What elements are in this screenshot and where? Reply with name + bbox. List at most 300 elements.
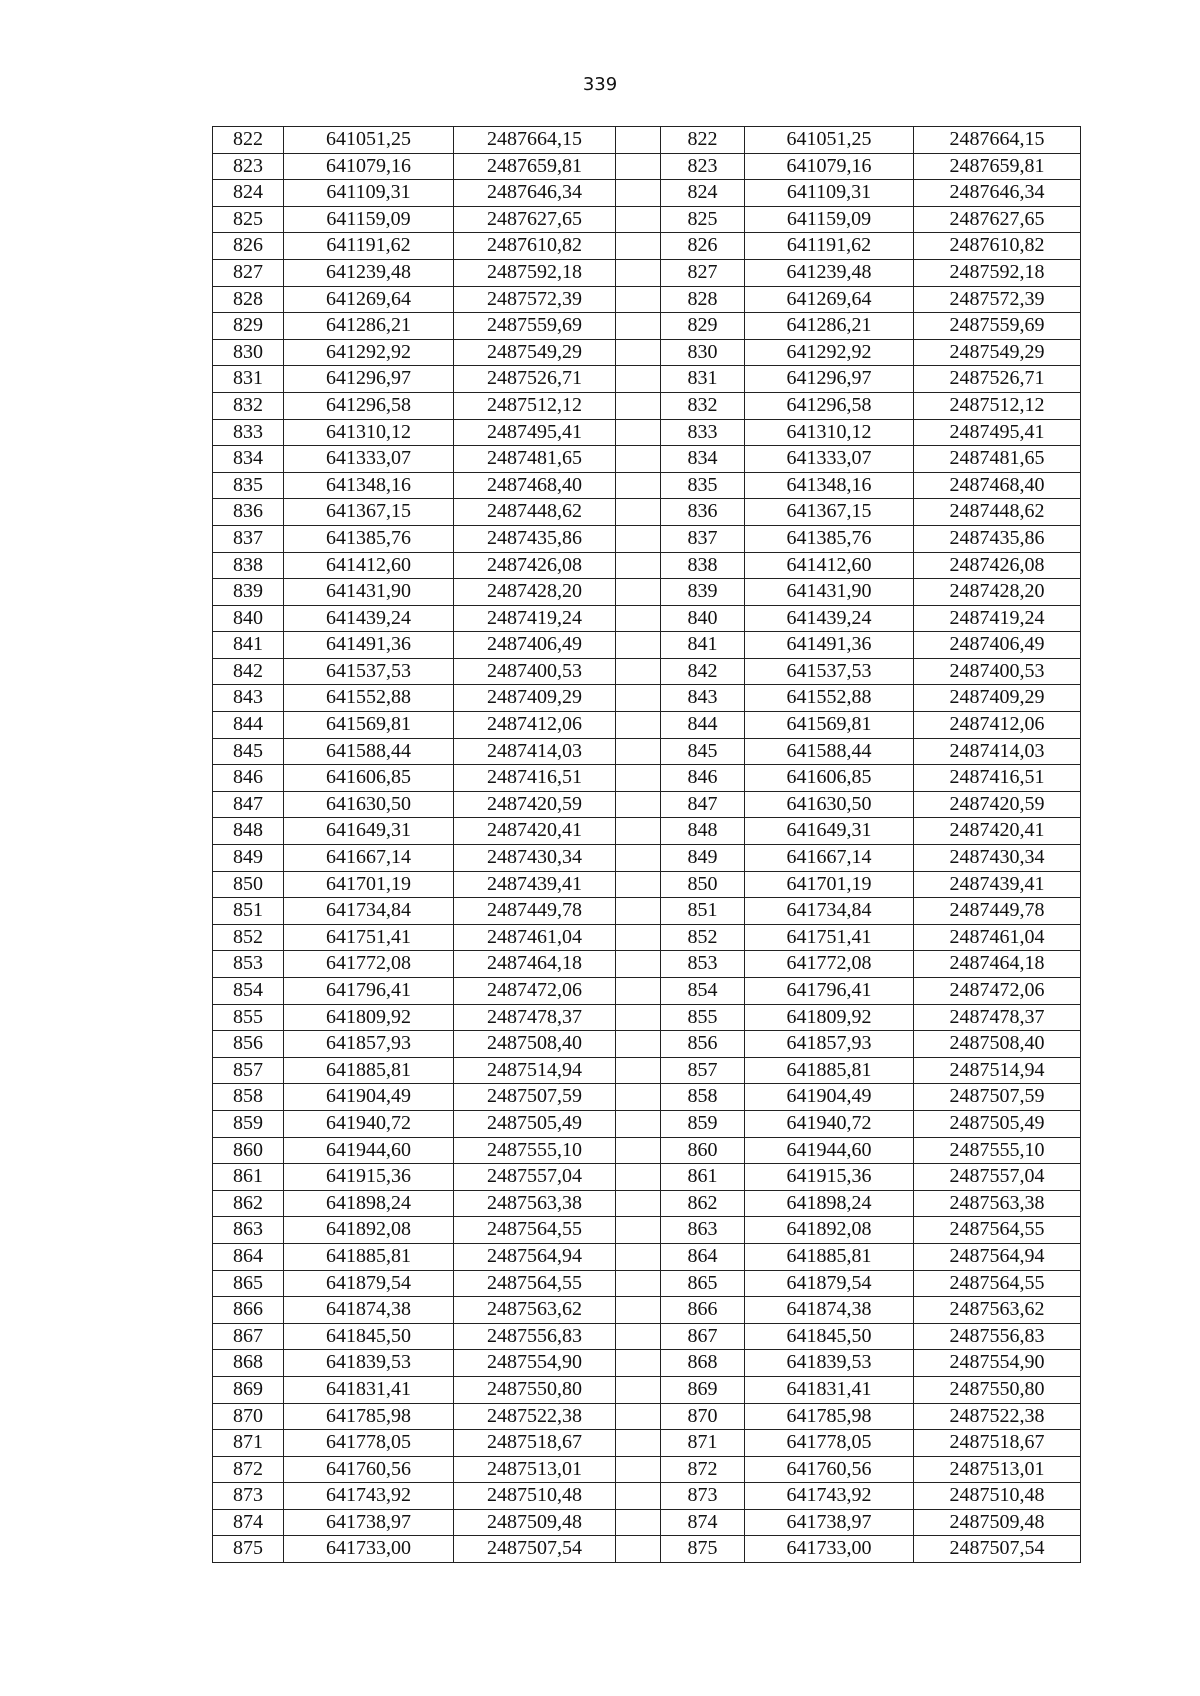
gap-cell bbox=[616, 1084, 661, 1111]
point-number-cell: 830 bbox=[213, 339, 284, 366]
y-coordinate-dup-cell: 2487412,06 bbox=[914, 712, 1081, 739]
point-number-cell: 874 bbox=[213, 1509, 284, 1536]
y-coordinate-dup-cell: 2487428,20 bbox=[914, 579, 1081, 606]
x-coordinate-cell: 641431,90 bbox=[284, 579, 454, 606]
x-coordinate-cell: 641772,08 bbox=[284, 951, 454, 978]
x-coordinate-dup-cell: 641239,48 bbox=[745, 259, 914, 286]
point-number-dup-cell: 829 bbox=[661, 313, 745, 340]
x-coordinate-dup-cell: 641649,31 bbox=[745, 818, 914, 845]
point-number-dup-cell: 873 bbox=[661, 1483, 745, 1510]
x-coordinate-dup-cell: 641785,98 bbox=[745, 1403, 914, 1430]
x-coordinate-cell: 641857,93 bbox=[284, 1031, 454, 1058]
x-coordinate-dup-cell: 641885,81 bbox=[745, 1057, 914, 1084]
x-coordinate-cell: 641885,81 bbox=[284, 1243, 454, 1270]
x-coordinate-dup-cell: 641310,12 bbox=[745, 419, 914, 446]
x-coordinate-dup-cell: 641109,31 bbox=[745, 180, 914, 207]
table-row bbox=[213, 472, 1081, 499]
x-coordinate-cell: 641159,09 bbox=[284, 206, 454, 233]
y-coordinate-dup-cell: 2487610,82 bbox=[914, 233, 1081, 260]
point-number-dup-cell: 837 bbox=[661, 525, 745, 552]
table-row bbox=[213, 446, 1081, 473]
point-number-dup-cell: 839 bbox=[661, 579, 745, 606]
x-coordinate-dup-cell: 641385,76 bbox=[745, 525, 914, 552]
x-coordinate-dup-cell: 641286,21 bbox=[745, 313, 914, 340]
table-row bbox=[213, 339, 1081, 366]
point-number-cell: 839 bbox=[213, 579, 284, 606]
point-number-cell: 851 bbox=[213, 898, 284, 925]
table-row bbox=[213, 1031, 1081, 1058]
point-number-dup-cell: 836 bbox=[661, 499, 745, 526]
y-coordinate-cell: 2487428,20 bbox=[454, 579, 616, 606]
x-coordinate-cell: 641286,21 bbox=[284, 313, 454, 340]
point-number-dup-cell: 865 bbox=[661, 1270, 745, 1297]
point-number-cell: 833 bbox=[213, 419, 284, 446]
table-row bbox=[213, 658, 1081, 685]
y-coordinate-dup-cell: 2487508,40 bbox=[914, 1031, 1081, 1058]
table-row bbox=[213, 924, 1081, 951]
table-row bbox=[213, 632, 1081, 659]
point-number-dup-cell: 840 bbox=[661, 605, 745, 632]
x-coordinate-cell: 641537,53 bbox=[284, 658, 454, 685]
point-number-cell: 841 bbox=[213, 632, 284, 659]
y-coordinate-dup-cell: 2487461,04 bbox=[914, 924, 1081, 951]
point-number-dup-cell: 870 bbox=[661, 1403, 745, 1430]
point-number-dup-cell: 834 bbox=[661, 446, 745, 473]
point-number-dup-cell: 867 bbox=[661, 1323, 745, 1350]
gap-cell bbox=[616, 898, 661, 925]
point-number-cell: 857 bbox=[213, 1057, 284, 1084]
y-coordinate-cell: 2487563,38 bbox=[454, 1190, 616, 1217]
table-row bbox=[213, 1536, 1081, 1563]
y-coordinate-dup-cell: 2487464,18 bbox=[914, 951, 1081, 978]
gap-cell bbox=[616, 658, 661, 685]
table-row bbox=[213, 206, 1081, 233]
x-coordinate-dup-cell: 641796,41 bbox=[745, 978, 914, 1005]
x-coordinate-dup-cell: 641738,97 bbox=[745, 1509, 914, 1536]
x-coordinate-dup-cell: 641439,24 bbox=[745, 605, 914, 632]
y-coordinate-cell: 2487430,34 bbox=[454, 845, 616, 872]
point-number-dup-cell: 855 bbox=[661, 1004, 745, 1031]
gap-cell bbox=[616, 525, 661, 552]
table-row bbox=[213, 1270, 1081, 1297]
y-coordinate-cell: 2487400,53 bbox=[454, 658, 616, 685]
gap-cell bbox=[616, 1164, 661, 1191]
y-coordinate-cell: 2487610,82 bbox=[454, 233, 616, 260]
gap-cell bbox=[616, 286, 661, 313]
table-row bbox=[213, 1004, 1081, 1031]
y-coordinate-dup-cell: 2487514,94 bbox=[914, 1057, 1081, 1084]
table-row bbox=[213, 259, 1081, 286]
x-coordinate-dup-cell: 641772,08 bbox=[745, 951, 914, 978]
y-coordinate-dup-cell: 2487406,49 bbox=[914, 632, 1081, 659]
point-number-cell: 829 bbox=[213, 313, 284, 340]
point-number-dup-cell: 869 bbox=[661, 1376, 745, 1403]
x-coordinate-dup-cell: 641831,41 bbox=[745, 1376, 914, 1403]
point-number-cell: 863 bbox=[213, 1217, 284, 1244]
point-number-dup-cell: 858 bbox=[661, 1084, 745, 1111]
x-coordinate-cell: 641733,00 bbox=[284, 1536, 454, 1563]
gap-cell bbox=[616, 1057, 661, 1084]
table-row bbox=[213, 1057, 1081, 1084]
gap-cell bbox=[616, 419, 661, 446]
point-number-dup-cell: 833 bbox=[661, 419, 745, 446]
gap-cell bbox=[616, 1376, 661, 1403]
point-number-cell: 842 bbox=[213, 658, 284, 685]
y-coordinate-cell: 2487564,55 bbox=[454, 1270, 616, 1297]
table-row bbox=[213, 366, 1081, 393]
table-row bbox=[213, 951, 1081, 978]
point-number-dup-cell: 856 bbox=[661, 1031, 745, 1058]
gap-cell bbox=[616, 446, 661, 473]
table-row bbox=[213, 233, 1081, 260]
x-coordinate-dup-cell: 641733,00 bbox=[745, 1536, 914, 1563]
point-number-cell: 831 bbox=[213, 366, 284, 393]
y-coordinate-dup-cell: 2487435,86 bbox=[914, 525, 1081, 552]
y-coordinate-dup-cell: 2487518,67 bbox=[914, 1430, 1081, 1457]
x-coordinate-cell: 641904,49 bbox=[284, 1084, 454, 1111]
x-coordinate-cell: 641701,19 bbox=[284, 871, 454, 898]
y-coordinate-cell: 2487556,83 bbox=[454, 1323, 616, 1350]
x-coordinate-dup-cell: 641904,49 bbox=[745, 1084, 914, 1111]
table-row bbox=[213, 898, 1081, 925]
x-coordinate-cell: 641412,60 bbox=[284, 552, 454, 579]
point-number-dup-cell: 830 bbox=[661, 339, 745, 366]
x-coordinate-cell: 641940,72 bbox=[284, 1110, 454, 1137]
x-coordinate-dup-cell: 641701,19 bbox=[745, 871, 914, 898]
point-number-cell: 853 bbox=[213, 951, 284, 978]
y-coordinate-cell: 2487564,94 bbox=[454, 1243, 616, 1270]
y-coordinate-cell: 2487518,67 bbox=[454, 1430, 616, 1457]
point-number-cell: 872 bbox=[213, 1456, 284, 1483]
point-number-dup-cell: 828 bbox=[661, 286, 745, 313]
gap-cell bbox=[616, 738, 661, 765]
point-number-cell: 860 bbox=[213, 1137, 284, 1164]
x-coordinate-dup-cell: 641367,15 bbox=[745, 499, 914, 526]
x-coordinate-dup-cell: 641296,58 bbox=[745, 392, 914, 419]
y-coordinate-dup-cell: 2487419,24 bbox=[914, 605, 1081, 632]
y-coordinate-cell: 2487508,40 bbox=[454, 1031, 616, 1058]
point-number-dup-cell: 841 bbox=[661, 632, 745, 659]
gap-cell bbox=[616, 951, 661, 978]
point-number-cell: 823 bbox=[213, 153, 284, 180]
y-coordinate-dup-cell: 2487549,29 bbox=[914, 339, 1081, 366]
y-coordinate-dup-cell: 2487416,51 bbox=[914, 765, 1081, 792]
point-number-dup-cell: 854 bbox=[661, 978, 745, 1005]
y-coordinate-cell: 2487406,49 bbox=[454, 632, 616, 659]
y-coordinate-cell: 2487448,62 bbox=[454, 499, 616, 526]
point-number-dup-cell: 857 bbox=[661, 1057, 745, 1084]
point-number-cell: 834 bbox=[213, 446, 284, 473]
point-number-cell: 835 bbox=[213, 472, 284, 499]
y-coordinate-cell: 2487555,10 bbox=[454, 1137, 616, 1164]
x-coordinate-cell: 641944,60 bbox=[284, 1137, 454, 1164]
gap-cell bbox=[616, 1243, 661, 1270]
x-coordinate-dup-cell: 641743,92 bbox=[745, 1483, 914, 1510]
table-row bbox=[213, 818, 1081, 845]
point-number-cell: 849 bbox=[213, 845, 284, 872]
point-number-dup-cell: 851 bbox=[661, 898, 745, 925]
table-row bbox=[213, 552, 1081, 579]
point-number-cell: 864 bbox=[213, 1243, 284, 1270]
y-coordinate-cell: 2487592,18 bbox=[454, 259, 616, 286]
y-coordinate-cell: 2487563,62 bbox=[454, 1297, 616, 1324]
point-number-dup-cell: 823 bbox=[661, 153, 745, 180]
gap-cell bbox=[616, 1217, 661, 1244]
x-coordinate-dup-cell: 641569,81 bbox=[745, 712, 914, 739]
y-coordinate-cell: 2487426,08 bbox=[454, 552, 616, 579]
x-coordinate-dup-cell: 641874,38 bbox=[745, 1297, 914, 1324]
y-coordinate-cell: 2487461,04 bbox=[454, 924, 616, 951]
table-row bbox=[213, 1137, 1081, 1164]
y-coordinate-cell: 2487478,37 bbox=[454, 1004, 616, 1031]
table-row bbox=[213, 525, 1081, 552]
point-number-cell: 825 bbox=[213, 206, 284, 233]
y-coordinate-dup-cell: 2487522,38 bbox=[914, 1403, 1081, 1430]
gap-cell bbox=[616, 339, 661, 366]
table-row bbox=[213, 1110, 1081, 1137]
point-number-cell: 855 bbox=[213, 1004, 284, 1031]
point-number-dup-cell: 872 bbox=[661, 1456, 745, 1483]
y-coordinate-cell: 2487435,86 bbox=[454, 525, 616, 552]
y-coordinate-dup-cell: 2487526,71 bbox=[914, 366, 1081, 393]
x-coordinate-dup-cell: 641191,62 bbox=[745, 233, 914, 260]
point-number-dup-cell: 853 bbox=[661, 951, 745, 978]
x-coordinate-cell: 641269,64 bbox=[284, 286, 454, 313]
y-coordinate-dup-cell: 2487495,41 bbox=[914, 419, 1081, 446]
x-coordinate-dup-cell: 641552,88 bbox=[745, 685, 914, 712]
x-coordinate-dup-cell: 641606,85 bbox=[745, 765, 914, 792]
y-coordinate-cell: 2487420,41 bbox=[454, 818, 616, 845]
y-coordinate-dup-cell: 2487564,55 bbox=[914, 1270, 1081, 1297]
point-number-dup-cell: 871 bbox=[661, 1430, 745, 1457]
x-coordinate-cell: 641796,41 bbox=[284, 978, 454, 1005]
table-row bbox=[213, 1084, 1081, 1111]
gap-cell bbox=[616, 1430, 661, 1457]
x-coordinate-cell: 641367,15 bbox=[284, 499, 454, 526]
point-number-dup-cell: 850 bbox=[661, 871, 745, 898]
x-coordinate-cell: 641649,31 bbox=[284, 818, 454, 845]
point-number-cell: 826 bbox=[213, 233, 284, 260]
y-coordinate-cell: 2487481,65 bbox=[454, 446, 616, 473]
gap-cell bbox=[616, 1190, 661, 1217]
y-coordinate-cell: 2487526,71 bbox=[454, 366, 616, 393]
table-row bbox=[213, 1509, 1081, 1536]
point-number-cell: 838 bbox=[213, 552, 284, 579]
table-row bbox=[213, 712, 1081, 739]
gap-cell bbox=[616, 685, 661, 712]
y-coordinate-cell: 2487664,15 bbox=[454, 127, 616, 154]
point-number-cell: 869 bbox=[213, 1376, 284, 1403]
table-row bbox=[213, 871, 1081, 898]
x-coordinate-cell: 641839,53 bbox=[284, 1350, 454, 1377]
y-coordinate-dup-cell: 2487472,06 bbox=[914, 978, 1081, 1005]
table-row bbox=[213, 1164, 1081, 1191]
y-coordinate-cell: 2487522,38 bbox=[454, 1403, 616, 1430]
point-number-cell: 836 bbox=[213, 499, 284, 526]
point-number-cell: 840 bbox=[213, 605, 284, 632]
gap-cell bbox=[616, 153, 661, 180]
x-coordinate-dup-cell: 641898,24 bbox=[745, 1190, 914, 1217]
y-coordinate-cell: 2487549,29 bbox=[454, 339, 616, 366]
point-number-cell: 852 bbox=[213, 924, 284, 951]
y-coordinate-dup-cell: 2487430,34 bbox=[914, 845, 1081, 872]
x-coordinate-dup-cell: 641537,53 bbox=[745, 658, 914, 685]
point-number-dup-cell: 847 bbox=[661, 791, 745, 818]
table-row bbox=[213, 738, 1081, 765]
gap-cell bbox=[616, 499, 661, 526]
y-coordinate-cell: 2487557,04 bbox=[454, 1164, 616, 1191]
gap-cell bbox=[616, 1509, 661, 1536]
x-coordinate-cell: 641051,25 bbox=[284, 127, 454, 154]
y-coordinate-cell: 2487414,03 bbox=[454, 738, 616, 765]
x-coordinate-cell: 641738,97 bbox=[284, 1509, 454, 1536]
x-coordinate-dup-cell: 641734,84 bbox=[745, 898, 914, 925]
y-coordinate-dup-cell: 2487564,94 bbox=[914, 1243, 1081, 1270]
gap-cell bbox=[616, 924, 661, 951]
x-coordinate-dup-cell: 641892,08 bbox=[745, 1217, 914, 1244]
y-coordinate-cell: 2487512,12 bbox=[454, 392, 616, 419]
y-coordinate-dup-cell: 2487507,54 bbox=[914, 1536, 1081, 1563]
x-coordinate-dup-cell: 641348,16 bbox=[745, 472, 914, 499]
x-coordinate-dup-cell: 641885,81 bbox=[745, 1243, 914, 1270]
x-coordinate-dup-cell: 641845,50 bbox=[745, 1323, 914, 1350]
x-coordinate-cell: 641296,97 bbox=[284, 366, 454, 393]
x-coordinate-cell: 641751,41 bbox=[284, 924, 454, 951]
point-number-cell: 824 bbox=[213, 180, 284, 207]
y-coordinate-dup-cell: 2487420,41 bbox=[914, 818, 1081, 845]
gap-cell bbox=[616, 632, 661, 659]
table-row bbox=[213, 978, 1081, 1005]
y-coordinate-dup-cell: 2487481,65 bbox=[914, 446, 1081, 473]
y-coordinate-dup-cell: 2487559,69 bbox=[914, 313, 1081, 340]
x-coordinate-dup-cell: 641412,60 bbox=[745, 552, 914, 579]
point-number-cell: 859 bbox=[213, 1110, 284, 1137]
table-row bbox=[213, 180, 1081, 207]
gap-cell bbox=[616, 1403, 661, 1430]
x-coordinate-dup-cell: 641915,36 bbox=[745, 1164, 914, 1191]
y-coordinate-cell: 2487439,41 bbox=[454, 871, 616, 898]
x-coordinate-cell: 641885,81 bbox=[284, 1057, 454, 1084]
x-coordinate-dup-cell: 641667,14 bbox=[745, 845, 914, 872]
x-coordinate-cell: 641630,50 bbox=[284, 791, 454, 818]
point-number-cell: 844 bbox=[213, 712, 284, 739]
x-coordinate-cell: 641809,92 bbox=[284, 1004, 454, 1031]
point-number-dup-cell: 846 bbox=[661, 765, 745, 792]
y-coordinate-dup-cell: 2487426,08 bbox=[914, 552, 1081, 579]
x-coordinate-dup-cell: 641269,64 bbox=[745, 286, 914, 313]
gap-cell bbox=[616, 1483, 661, 1510]
y-coordinate-cell: 2487419,24 bbox=[454, 605, 616, 632]
x-coordinate-cell: 641892,08 bbox=[284, 1217, 454, 1244]
gap-cell bbox=[616, 871, 661, 898]
y-coordinate-cell: 2487659,81 bbox=[454, 153, 616, 180]
point-number-dup-cell: 844 bbox=[661, 712, 745, 739]
y-coordinate-dup-cell: 2487646,34 bbox=[914, 180, 1081, 207]
x-coordinate-dup-cell: 641751,41 bbox=[745, 924, 914, 951]
y-coordinate-cell: 2487646,34 bbox=[454, 180, 616, 207]
table-row bbox=[213, 1350, 1081, 1377]
y-coordinate-cell: 2487510,48 bbox=[454, 1483, 616, 1510]
y-coordinate-dup-cell: 2487564,55 bbox=[914, 1217, 1081, 1244]
y-coordinate-cell: 2487507,59 bbox=[454, 1084, 616, 1111]
gap-cell bbox=[616, 712, 661, 739]
x-coordinate-cell: 641239,48 bbox=[284, 259, 454, 286]
table-row bbox=[213, 685, 1081, 712]
y-coordinate-cell: 2487550,80 bbox=[454, 1376, 616, 1403]
y-coordinate-dup-cell: 2487512,12 bbox=[914, 392, 1081, 419]
table-row bbox=[213, 605, 1081, 632]
x-coordinate-cell: 641915,36 bbox=[284, 1164, 454, 1191]
point-number-cell: 875 bbox=[213, 1536, 284, 1563]
table-row bbox=[213, 1430, 1081, 1457]
y-coordinate-dup-cell: 2487507,59 bbox=[914, 1084, 1081, 1111]
x-coordinate-dup-cell: 641940,72 bbox=[745, 1110, 914, 1137]
x-coordinate-cell: 641743,92 bbox=[284, 1483, 454, 1510]
coordinates-table-body bbox=[213, 127, 1081, 1563]
y-coordinate-cell: 2487514,94 bbox=[454, 1057, 616, 1084]
table-row bbox=[213, 1456, 1081, 1483]
point-number-cell: 870 bbox=[213, 1403, 284, 1430]
gap-cell bbox=[616, 127, 661, 154]
y-coordinate-cell: 2487554,90 bbox=[454, 1350, 616, 1377]
gap-cell bbox=[616, 605, 661, 632]
point-number-dup-cell: 866 bbox=[661, 1297, 745, 1324]
y-coordinate-dup-cell: 2487439,41 bbox=[914, 871, 1081, 898]
gap-cell bbox=[616, 1004, 661, 1031]
point-number-cell: 847 bbox=[213, 791, 284, 818]
y-coordinate-cell: 2487409,29 bbox=[454, 685, 616, 712]
point-number-cell: 837 bbox=[213, 525, 284, 552]
gap-cell bbox=[616, 579, 661, 606]
x-coordinate-dup-cell: 641879,54 bbox=[745, 1270, 914, 1297]
table-row bbox=[213, 499, 1081, 526]
y-coordinate-cell: 2487505,49 bbox=[454, 1110, 616, 1137]
x-coordinate-cell: 641348,16 bbox=[284, 472, 454, 499]
point-number-dup-cell: 874 bbox=[661, 1509, 745, 1536]
table-row bbox=[213, 1323, 1081, 1350]
x-coordinate-cell: 641292,92 bbox=[284, 339, 454, 366]
point-number-cell: 856 bbox=[213, 1031, 284, 1058]
y-coordinate-dup-cell: 2487572,39 bbox=[914, 286, 1081, 313]
y-coordinate-cell: 2487507,54 bbox=[454, 1536, 616, 1563]
x-coordinate-cell: 641831,41 bbox=[284, 1376, 454, 1403]
gap-cell bbox=[616, 552, 661, 579]
point-number-dup-cell: 822 bbox=[661, 127, 745, 154]
y-coordinate-dup-cell: 2487664,15 bbox=[914, 127, 1081, 154]
y-coordinate-dup-cell: 2487505,49 bbox=[914, 1110, 1081, 1137]
point-number-dup-cell: 843 bbox=[661, 685, 745, 712]
point-number-dup-cell: 861 bbox=[661, 1164, 745, 1191]
gap-cell bbox=[616, 978, 661, 1005]
y-coordinate-dup-cell: 2487550,80 bbox=[914, 1376, 1081, 1403]
table-row bbox=[213, 313, 1081, 340]
table-row bbox=[213, 419, 1081, 446]
x-coordinate-dup-cell: 641292,92 bbox=[745, 339, 914, 366]
x-coordinate-dup-cell: 641839,53 bbox=[745, 1350, 914, 1377]
x-coordinate-cell: 641333,07 bbox=[284, 446, 454, 473]
point-number-dup-cell: 864 bbox=[661, 1243, 745, 1270]
y-coordinate-dup-cell: 2487513,01 bbox=[914, 1456, 1081, 1483]
table-row bbox=[213, 127, 1081, 154]
gap-cell bbox=[616, 1350, 661, 1377]
x-coordinate-cell: 641385,76 bbox=[284, 525, 454, 552]
y-coordinate-dup-cell: 2487478,37 bbox=[914, 1004, 1081, 1031]
y-coordinate-cell: 2487464,18 bbox=[454, 951, 616, 978]
table-row bbox=[213, 1483, 1081, 1510]
point-number-dup-cell: 875 bbox=[661, 1536, 745, 1563]
point-number-dup-cell: 832 bbox=[661, 392, 745, 419]
gap-cell bbox=[616, 1456, 661, 1483]
